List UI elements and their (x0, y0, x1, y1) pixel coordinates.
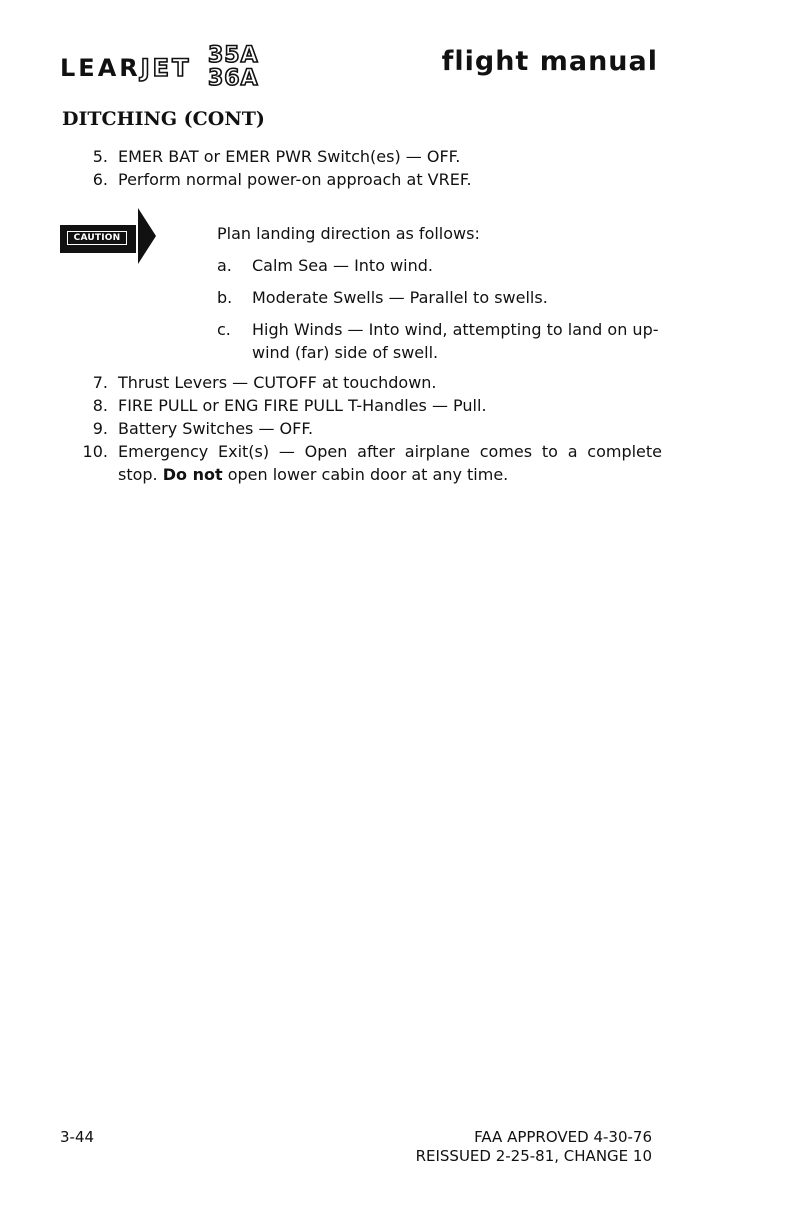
caution-box (60, 225, 136, 253)
landing-direction-item (217, 254, 662, 277)
landing-direction-item (217, 318, 662, 364)
landing-direction-list (217, 254, 662, 364)
step-text-continued: open lower cabin door at any time. (222, 465, 509, 484)
procedure-step (62, 168, 662, 191)
step-number: 9. (92, 419, 108, 438)
model-designation (208, 44, 259, 90)
step-number: 7. (92, 373, 108, 392)
item-text: Calm Sea — Into wind. (252, 256, 433, 275)
procedure-steps-after-caution (62, 371, 662, 486)
approval-line: FAA APPROVED 4-30-76 (474, 1128, 652, 1146)
caution-label: CAUTION (67, 231, 127, 245)
procedure-steps-before-caution (62, 145, 662, 191)
step-number: 10. (82, 442, 108, 461)
page-number: 3-44 (60, 1128, 95, 1146)
procedure-step (62, 440, 662, 486)
step-text: Thrust Levers — CUTOFF at touchdown. (118, 373, 437, 392)
manual-title: flight manual (441, 46, 658, 77)
step-text: Perform normal power-on approach at VREF. (118, 170, 472, 189)
procedure-step (62, 394, 662, 417)
procedure-step (62, 371, 662, 394)
approval-block (416, 1128, 652, 1166)
step-number: 6. (92, 170, 108, 189)
step-text: FIRE PULL or ENG FIRE PULL T-Handles — Pull. (118, 396, 487, 415)
section-title: DITCHING (CONT) (62, 108, 265, 130)
model-line-1: 35A (208, 43, 259, 68)
step-text: Battery Switches — OFF. (118, 419, 314, 438)
procedure-step (62, 145, 662, 168)
caution-arrow-icon (138, 208, 156, 264)
step-number: 5. (92, 147, 108, 166)
landing-direction-item (217, 286, 662, 309)
model-line-2: 36A (208, 66, 259, 91)
step-text: Emergency Exit(s) — Open after airplane comes to a complete stop. (118, 442, 662, 484)
caution-intro: Plan landing direction as follows: (217, 224, 480, 243)
item-letter: a. (217, 256, 232, 275)
item-text: Moderate Swells — Parallel to swells. (252, 288, 548, 307)
item-text: High Winds — Into wind, attempting to land on up-wind (far) side of swell. (252, 320, 659, 362)
procedure-step (62, 417, 662, 440)
reissue-line: REISSUED 2-25-81, CHANGE 10 (415, 1147, 652, 1165)
step-text: EMER BAT or EMER PWR Switch(es) — OFF. (118, 147, 461, 166)
step-number: 8. (92, 396, 108, 415)
item-letter: c. (217, 320, 231, 339)
step-emphasis: Do not (162, 465, 223, 484)
logo-text-jet: JET (140, 54, 192, 82)
logo-text-lear: LEAR (60, 54, 141, 82)
caution-note (217, 222, 662, 373)
item-letter: b. (217, 288, 233, 307)
page-header (60, 36, 660, 106)
caution-icon (60, 208, 156, 264)
learjet-logo (60, 54, 191, 82)
